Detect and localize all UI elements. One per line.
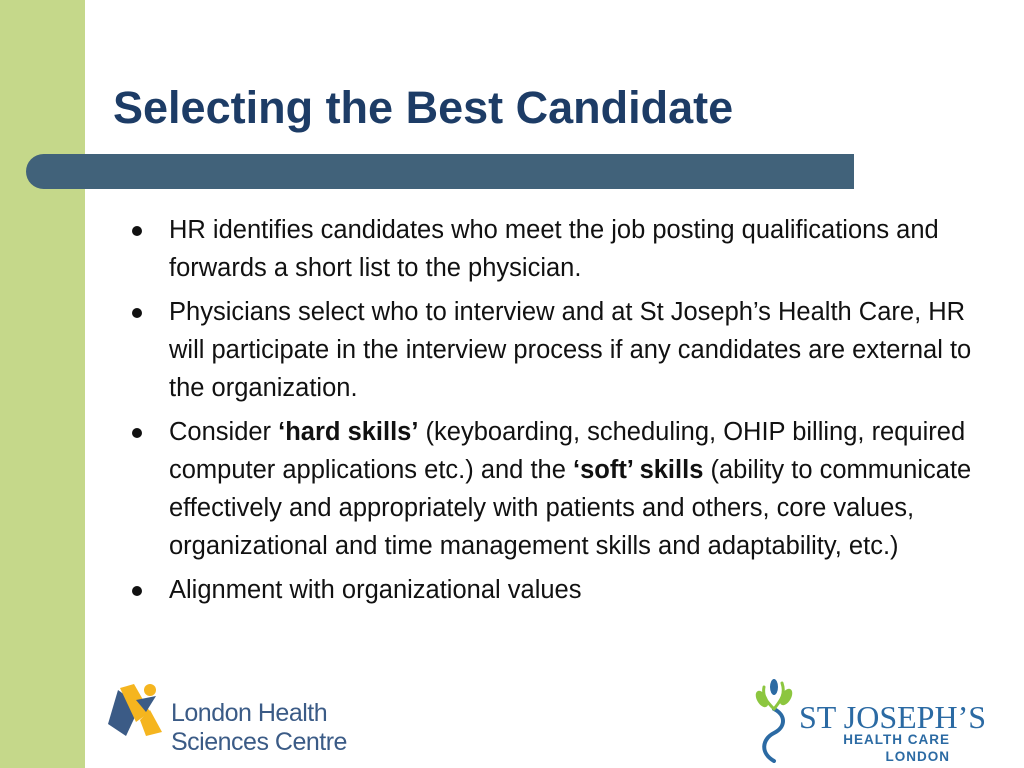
lhsc-line2: Sciences Centre — [171, 728, 347, 756]
stjosephs-subtitle-2: LONDON — [885, 749, 950, 764]
bullet-item — [130, 413, 980, 565]
title-underline-bar — [26, 154, 854, 189]
lhsc-figure-icon — [106, 682, 164, 738]
bullet-text: (ability to communicate effectively and appropriately with patients and others, core values, organizational and time management skills and adaptability, etc.) — [169, 456, 972, 560]
bullet-dot-icon — [132, 308, 142, 318]
bullet-item — [130, 211, 980, 287]
bullet-text: Physicians select who to interview and at St Joseph’s Health Care, HR will participate in the interview process if any candidates are external to the organization. — [169, 298, 972, 402]
lhsc-line1: London Health — [171, 699, 328, 727]
bullet-list — [130, 211, 980, 615]
bullet-text: Alignment with organizational values — [169, 576, 582, 604]
bullet-emphasis: ‘hard skills’ — [278, 418, 419, 446]
bullet-text: HR identifies candidates who meet the job posting qualifications and forwards a short list to the physician. — [169, 216, 939, 282]
lhsc-wordmark — [171, 699, 347, 757]
stjosephs-name: ST JOSEPH’S — [799, 699, 987, 735]
bullet-dot-icon — [132, 226, 142, 236]
bullet-emphasis: ‘soft’ skills — [572, 456, 704, 484]
bullet-dot-icon — [132, 586, 142, 596]
bullet-text: (keyboarding, scheduling, OHIP billing, required computer applications etc.) and the — [169, 418, 966, 484]
bullet-text: Consider — [169, 418, 279, 446]
stjosephs-logo — [752, 675, 1002, 765]
stjosephs-tree-icon — [752, 675, 797, 763]
bullet-item — [130, 571, 980, 609]
bullet-dot-icon — [132, 428, 142, 438]
lhsc-logo — [106, 680, 346, 760]
slide-title: Selecting the Best Candidate — [113, 82, 734, 133]
bullet-item — [130, 293, 980, 407]
left-accent-stripe — [0, 0, 85, 768]
stjosephs-subtitle-1: HEALTH CARE — [843, 732, 950, 747]
